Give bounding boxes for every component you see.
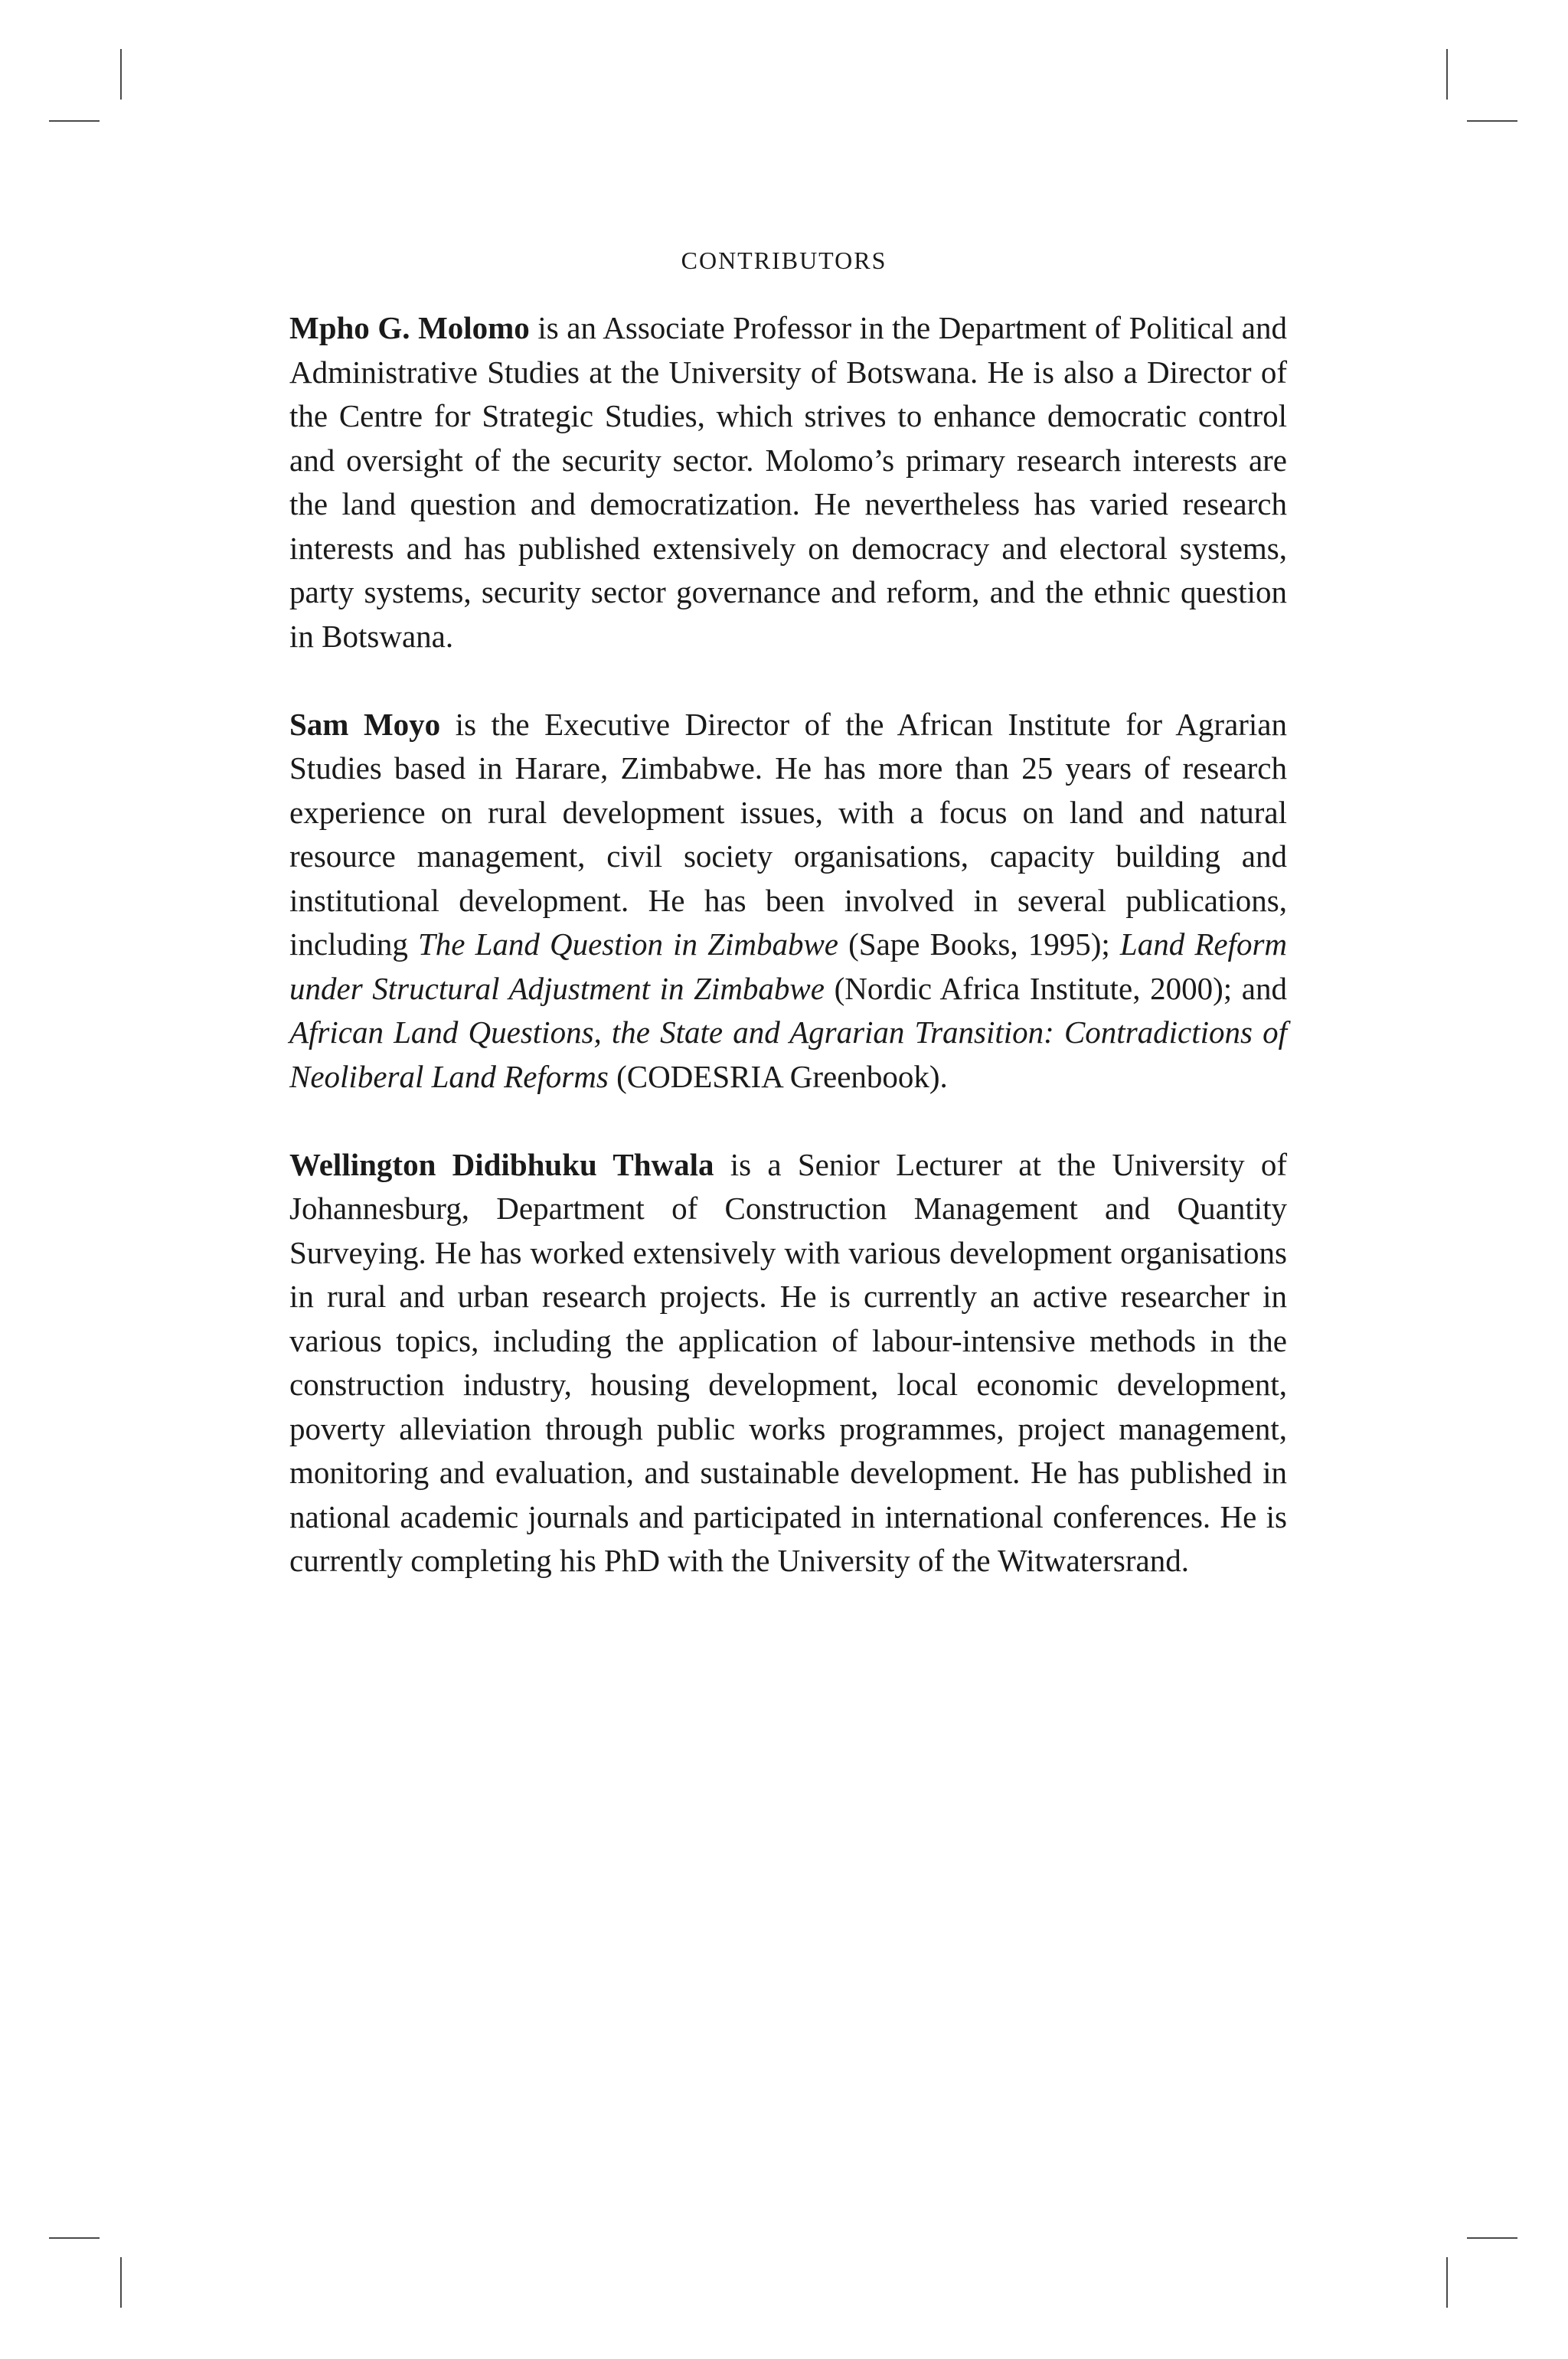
contributor-name: Wellington Didibhuku Thwala <box>289 1146 714 1182</box>
contributor-bio: is an Associate Professor in the Department of Political and Administrative Studies at the University of Botswana. He is also a Director of the Centre for Strategic Studies, which strives to enhance democratic control and oversight of the security sector. Molomo’s primary research interests are the land question and democratization. He nevertheless has varied research interests and has published extensively on democracy and electoral systems, party systems, security sector governance and reform, and the ethnic question in Botswana. <box>289 310 1287 654</box>
crop-mark-bottom-left-horizontal <box>49 2237 100 2239</box>
contributor-name: Mpho G. Molomo <box>289 310 530 345</box>
crop-mark-top-left-horizontal <box>49 120 100 122</box>
contributor-entry-thwala <box>289 1143 1287 1583</box>
contributor-bio: (Sape Books, 1995); <box>838 926 1120 962</box>
crop-mark-top-right-horizontal <box>1467 120 1517 122</box>
publication-title: Land Reform under Structural Adjustment in Zimbabwe <box>289 926 1288 1006</box>
contributor-bio: (Nordic Africa Institute, 2000); and <box>824 970 1287 1006</box>
publication-title: African Land Questions, the State and Agrarian Transition: Contradictions of Neoliberal Land Reforms <box>289 1015 1287 1094</box>
contributor-name: Sam Moyo <box>289 706 441 742</box>
contributor-bio: (CODESRIA Greenbook). <box>608 1058 948 1094</box>
contributors-list <box>289 306 1287 1627</box>
running-head: CONTRIBUTORS <box>681 247 887 274</box>
contributor-bio: is the Executive Director of the African Institute for Agrarian Studies based in Harare, Zimbabwe. He has more than 25 years of research experience on rural development issues, with a focus on land and natural resource management, civil society organisations, capacity building and institutional development. He has been involved in several publications, including <box>289 706 1288 962</box>
crop-mark-bottom-left-vertical <box>120 2257 122 2308</box>
publication-title: The Land Question in Zimbabwe <box>417 926 839 962</box>
contributor-entry-moyo <box>289 703 1287 1099</box>
crop-mark-bottom-right-horizontal <box>1467 2237 1517 2239</box>
contributor-bio: is a Senior Lecturer at the University of Johannesburg, Department of Construction Management and Quantity Surveying. He has worked extensively with various development organisations in rural and urban research projects. He is currently an active researcher in various topics, including the application of labour-intensive methods in the construction industry, housing development, local economic development, poverty alleviation through public works programmes, project management, monitoring and evaluation, and sustainable development. He has published in national academic journals and participated in international conferences. He is currently completing his PhD with the University of the Witwatersrand. <box>289 1146 1287 1578</box>
crop-mark-bottom-right-vertical <box>1446 2257 1448 2308</box>
crop-mark-top-right-vertical <box>1446 49 1448 100</box>
contributor-entry-molomo <box>289 306 1287 658</box>
crop-mark-top-left-vertical <box>120 49 122 100</box>
